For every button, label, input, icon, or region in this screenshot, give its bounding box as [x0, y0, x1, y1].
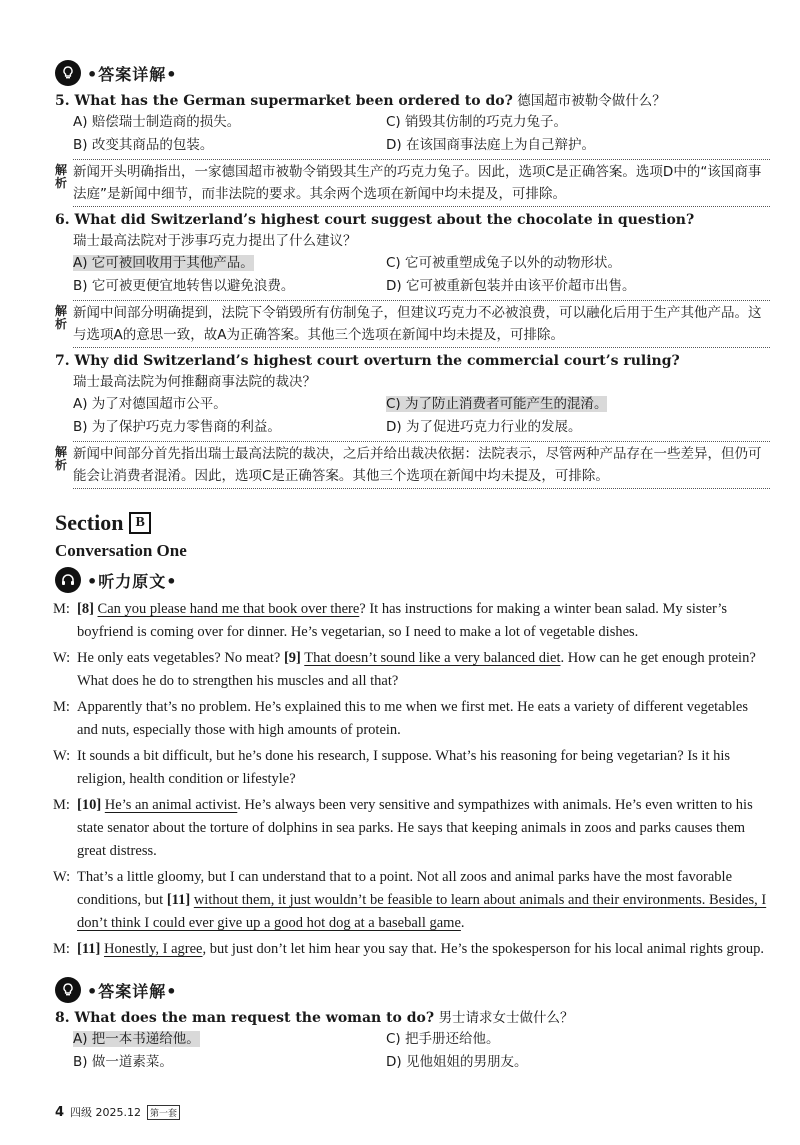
lightbulb-icon: [55, 60, 81, 86]
question-5-analysis: [55, 159, 770, 207]
question-7-options: [55, 393, 770, 439]
option: B) 改变其商品的包装。: [73, 137, 214, 153]
page-footer: [55, 1104, 180, 1120]
dialog-turn: M: Apparently that’s no problem. He’s explained this to me when we first met. He eats a variety of different vegetables and nuts, especially those with high amounts of protein.: [53, 699, 748, 738]
option: B) 为了保护巧克力零售商的利益。: [73, 419, 281, 435]
question-5-options: [55, 111, 770, 157]
section-letter-badge: B: [129, 512, 150, 534]
transcript-header: •听力原文•: [55, 565, 770, 595]
dialog-turn: M: [8] Can you please hand me that book over there? It has instructions for making a winter bean salad. My sister’s boyfriend is coming over for dinner. He’s vegetarian, so I need to make a lot of vegetable dishes.: [53, 601, 728, 640]
analysis-text: 新闻开头明确指出，一家德国超市被勒令销毁其生产的巧克力兔子。因此，选项C是正确答案。选项D中的“该国商事法庭”是新闻中细节，而非法院的要求。其余两个选项在新闻中均未提及，可排除。: [73, 159, 770, 207]
question-8-options: [55, 1028, 770, 1074]
page-content: [55, 58, 770, 1074]
transcript: [55, 598, 770, 961]
headphones-icon: [55, 567, 81, 593]
analysis-text: 新闻中间部分首先指出瑞士最高法院的裁决，之后并给出裁决依据：法院表示，尽管两种产品存在一些差异，但仍可能会让消费者混淆。因此，选项C是正确答案。其他三个选项在新闻中均未提及，可排除。: [73, 441, 770, 489]
question-7: 7. Why did Switzerland’s highest court overturn the commercial court’s ruling?: [55, 353, 680, 369]
analysis-tag: 解析: [55, 304, 68, 331]
option: B) 做一道素菜。: [73, 1054, 173, 1070]
footer-text: 四级 2025.12: [70, 1106, 142, 1119]
question-6: 6. What did Switzerland’s highest court suggest about the chocolate in question?: [55, 212, 695, 228]
question-5: 5. What has the German supermarket been ordered to do? 德国超市被勒令做什么？: [55, 93, 666, 109]
option: C) 销毁其仿制的巧克力兔子。: [386, 114, 567, 130]
option: B) 它可被更便宜地转售以避免浪费。: [73, 278, 295, 294]
answer-explanation-header: •答案详解•: [55, 975, 770, 1005]
option: C) 它可被重塑成兔子以外的动物形状。: [386, 255, 621, 271]
question-7-analysis: [55, 441, 770, 489]
conversation-title: Conversation One: [55, 541, 187, 560]
question-8: 8. What does the man request the woman to do? 男士请求女士做什么？: [55, 1010, 574, 1026]
answer-explanation-header: •答案详解•: [55, 58, 770, 88]
question-6-options: [55, 252, 770, 298]
question-7-zh: 瑞士最高法院为何推翻商事法院的裁决？: [73, 374, 316, 390]
analysis-tag: 解析: [55, 445, 68, 472]
option: D) 为了促进巧克力行业的发展。: [386, 419, 582, 435]
option: A) 它可被回收用于其他产品。: [73, 255, 254, 271]
dialog-turn: M: [10] He’s an animal activist. He’s always been very sensitive and sympathizes with animals. He’s even written to his state senator about the torture of dolphins in sea parks. He says that keeping animals in zoos and parks causes them great distress.: [53, 797, 753, 859]
dialog-turn: M: [11] Honestly, I agree, but just don’t let him hear you say that. He’s the spokesperson for his local animal rights group.: [53, 941, 765, 957]
option: D) 见他姐姐的男朋友。: [386, 1054, 528, 1070]
analysis-text: 新闻中间部分明确提到，法院下令销毁所有仿制兔子，但建议巧克力不必被浪费，可以融化后用于生产其他产品。这与选项A的意思一致，故A为正确答案。其他三个选项在新闻中均未提及，可排除。: [73, 300, 770, 348]
dialog-turn: W: He only eats vegetables? No meat? [9] That doesn’t sound like a very balanced diet. How can he get enough protein? What does he do to strengthen his muscles and all that?: [53, 650, 756, 689]
dialog-turn: W: It sounds a bit difficult, but he’s done his research, I suppose. What’s his reasoning for being vegetarian? Is it his religion, health condition or lifestyle?: [53, 748, 731, 787]
page-number: 4: [55, 1104, 65, 1120]
analysis-tag: 解析: [55, 163, 68, 190]
dialog-turn: W: That’s a little gloomy, but I can understand that to a point. Not all zoos and animal parks have the most favorable conditions, but [11] without them, it just wouldn’t be feasible to learn about animals and their environments. Besides, I don’t think I could ever give up a good hot dog at a baseball game.: [53, 869, 767, 931]
lightbulb-icon: [55, 977, 81, 1003]
question-6-zh: 瑞士最高法院对于涉事巧克力提出了什么建议？: [73, 233, 357, 249]
option: A) 把一本书递给他。: [73, 1031, 200, 1047]
option: D) 在该国商事法庭上为自己辩护。: [386, 137, 595, 153]
option: C) 把手册还给他。: [386, 1031, 500, 1047]
issue-badge: 第一套: [147, 1105, 180, 1120]
option: A) 赔偿瑞士制造商的损失。: [73, 114, 241, 130]
question-6-analysis: [55, 300, 770, 348]
option: C) 为了防止消费者可能产生的混淆。: [386, 396, 608, 412]
option: D) 它可被重新包装并由该平价超市出售。: [386, 278, 636, 294]
option: A) 为了对德国超市公平。: [73, 396, 227, 412]
section-title: Section B: [55, 507, 770, 539]
